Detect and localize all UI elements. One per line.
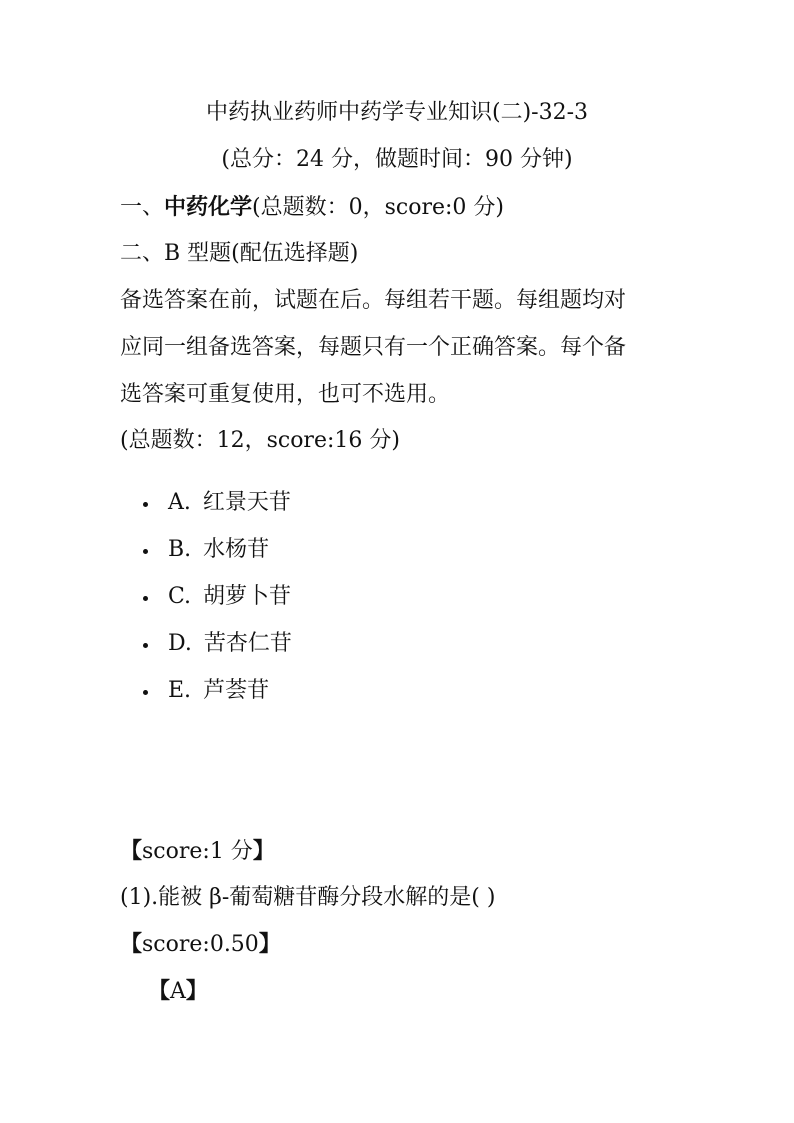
section-1-heading — [120, 192, 504, 223]
sub-score-label: score:0.50 — [142, 932, 259, 957]
bullet-icon — [143, 502, 148, 507]
option-text: 芦荟苷 — [203, 678, 270, 703]
question-text: (1).能被 β-葡萄糖苷酶分段水解的是( ) — [120, 885, 496, 910]
option-text: 水杨苷 — [203, 537, 270, 562]
option-letter: C. — [168, 584, 192, 609]
section-1-prefix: 一、 — [120, 195, 165, 220]
left-bracket: 【 — [148, 978, 171, 1004]
question-score-label: score:1 分 — [142, 839, 253, 864]
right-bracket: 】 — [258, 931, 281, 957]
left-bracket: 【 — [120, 931, 143, 957]
option-text: 苦杏仁苷 — [203, 631, 292, 656]
answer — [148, 976, 208, 1007]
page-subtitle: (总分：24 分，做题时间：90 分钟) — [221, 147, 573, 172]
instructions-line-2: 应同一组备选答案，每题只有一个正确答案。每个备 — [120, 335, 627, 360]
section-1-info: (总题数：0，score:0 分) — [252, 195, 504, 220]
option-letter: A. — [168, 490, 191, 515]
instructions-line-3: 选答案可重复使用，也可不选用。 — [120, 382, 451, 407]
option-letter: E. — [168, 678, 192, 703]
answer-letter: A — [170, 979, 186, 1004]
bullet-icon — [143, 549, 148, 554]
option-d — [140, 629, 292, 676]
section-2-count: (总题数：12，score:16 分) — [120, 428, 400, 453]
right-bracket: 】 — [185, 978, 208, 1004]
section-1-name: 中药化学 — [164, 194, 253, 220]
option-e — [140, 676, 292, 723]
option-text: 胡萝卜苷 — [203, 584, 292, 609]
option-text: 红景天苷 — [202, 490, 291, 515]
left-bracket: 【 — [120, 838, 143, 864]
sub-question-score — [120, 929, 281, 960]
option-letter: D. — [168, 631, 192, 656]
answer-options-list — [140, 488, 292, 723]
bullet-icon — [143, 596, 148, 601]
option-a — [140, 488, 292, 535]
option-b — [140, 535, 292, 582]
bullet-icon — [143, 690, 148, 695]
question-score — [120, 836, 275, 867]
right-bracket: 】 — [252, 838, 275, 864]
option-letter: B. — [168, 537, 192, 562]
instructions-line-1: 备选答案在前，试题在后。每组若干题。每组题均对 — [120, 288, 627, 313]
option-c — [140, 582, 292, 629]
bullet-icon — [143, 643, 148, 648]
section-2-heading: 二、B 型题(配伍选择题) — [120, 241, 359, 266]
page-title: 中药执业药师中药学专业知识(二)-32-3 — [205, 100, 589, 125]
